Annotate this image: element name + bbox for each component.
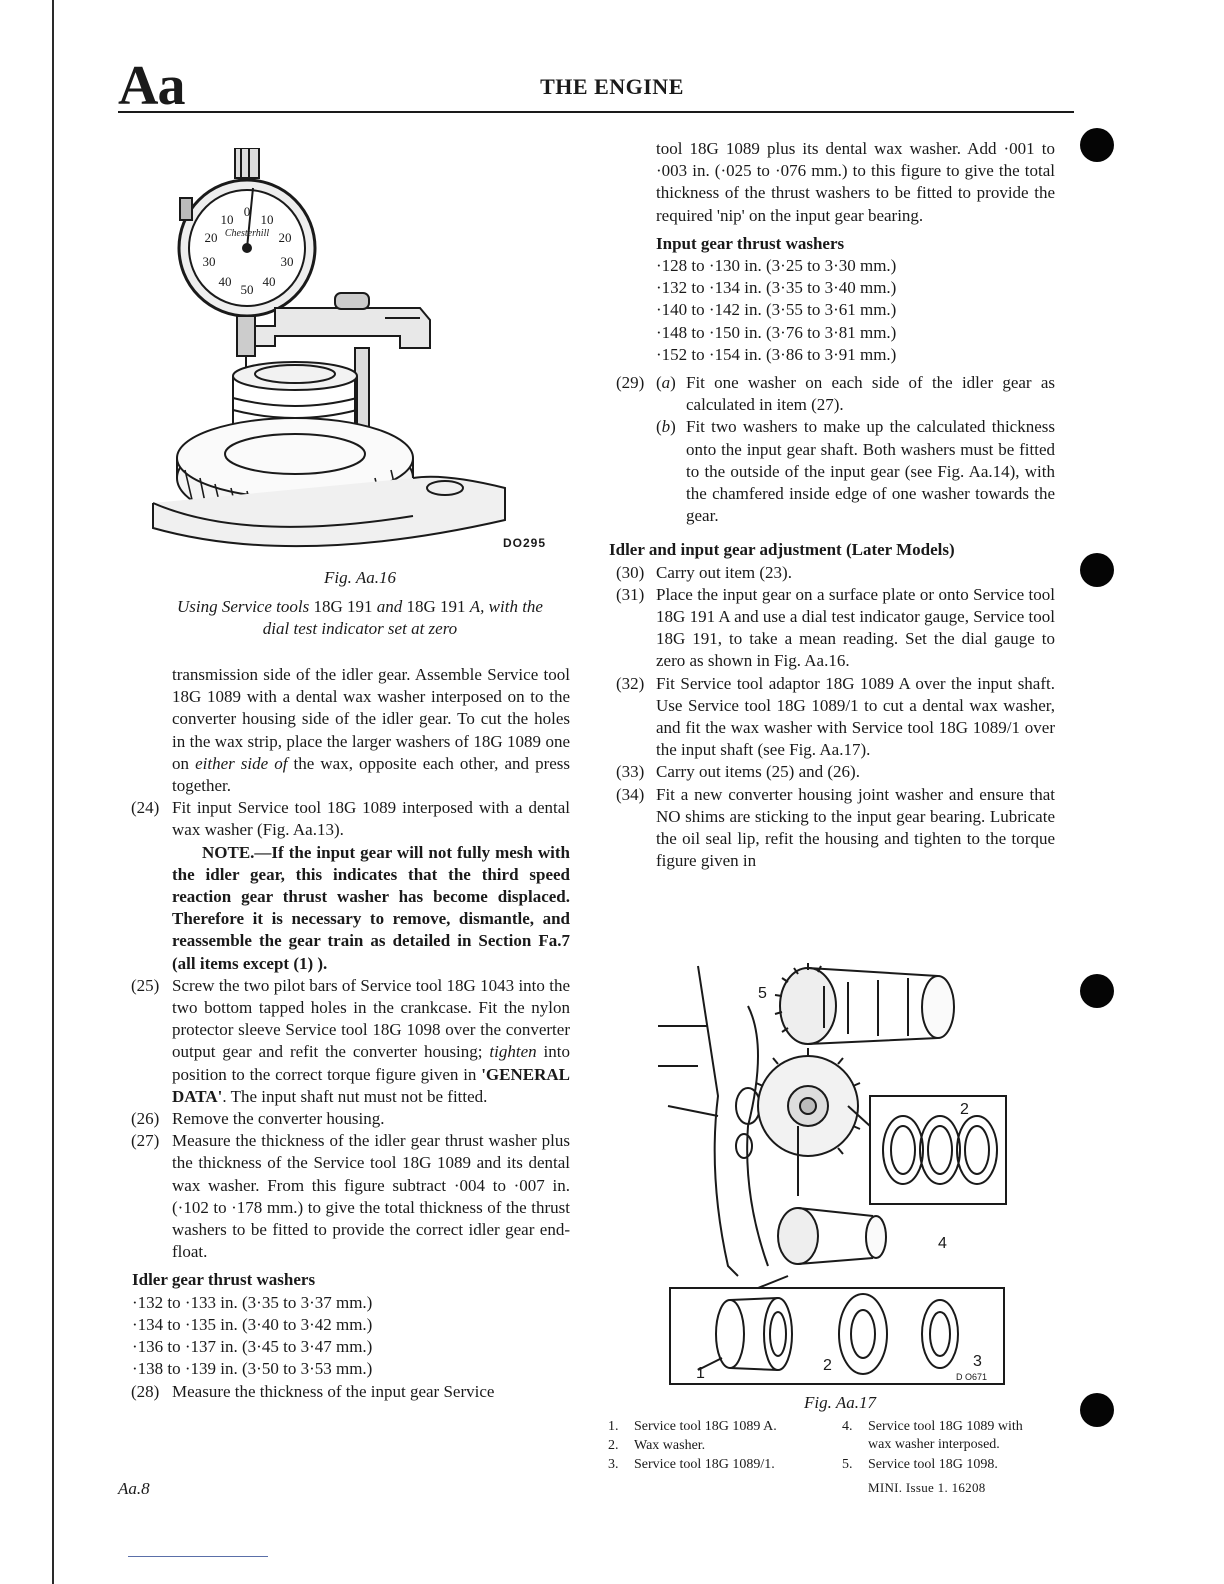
figure-16-caption xyxy=(130,596,590,640)
item-text: Measure the thickness of the idler gear thrust washer plus the thickness of the Service tool 18G 1089 and its dental wax washer. From this figure subtract ·004 to ·007 in. (·102 to ·178 mm.) to give the total thickness of the thrust washers to be fitted to provide the correct idler gear end-float. xyxy=(172,1131,570,1262)
dial-label-10-right: 10 xyxy=(260,212,274,227)
input-washer-row: ·140 to ·142 in. (3·55 to 3·61 mm.) xyxy=(656,300,897,320)
idler-washer-row: ·132 to ·133 in. (3·35 to 3·37 mm.) xyxy=(132,1292,373,1312)
legend-text: Service tool 18G 1098. xyxy=(868,1457,998,1472)
figure-17-title: Fig. Aa.17 xyxy=(804,1393,876,1412)
legend-text: wax washer interposed. xyxy=(868,1437,1000,1452)
legend-text: Service tool 18G 1089/1. xyxy=(634,1457,775,1472)
callout-2-lower: 2 xyxy=(823,1357,832,1374)
item-text: Measure the thickness of the input gear Service xyxy=(172,1381,495,1401)
caption-part: A xyxy=(469,597,481,616)
legend-number: 4. xyxy=(842,1419,853,1434)
section-mark: Aa xyxy=(118,55,185,117)
item-text: Carry out items (25) and (26). xyxy=(656,762,860,782)
dial-label-0: 0 xyxy=(243,204,251,219)
figure-16-code: DO295 xyxy=(503,536,547,550)
scan-artifact-line xyxy=(128,1556,268,1557)
continuation-paragraph xyxy=(132,664,570,797)
callout-3: 3 xyxy=(973,1353,982,1370)
legend-text: Service tool 18G 1089 A. xyxy=(634,1419,777,1434)
item-text: Screw the two pilot bars of Service tool 18G 1043 into the two bottom tapped holes in the crankcase. Fit the nylon protector sleeve Service tool 18G 1098 over the converter output gear and refit the converter housing; xyxy=(172,975,570,1062)
item-29 xyxy=(617,372,1055,527)
left-column xyxy=(132,664,570,1403)
item-text: Fit one washer on each side of the idler gear as calculated in item (27). xyxy=(686,373,1055,415)
text-part: transmission side of the idler gear. Assemble Service tool 18G 1089 with a dental wax washer interposed on to the converter housing side of the idler gear. To cut the holes in the wax strip, place the larger washers of 18G 1089 one on xyxy=(172,665,570,773)
item-31 xyxy=(617,584,1055,673)
item-28 xyxy=(132,1381,570,1403)
callout-2-upper: 2 xyxy=(960,1101,969,1118)
item-33 xyxy=(617,761,1055,783)
idler-washer-row: ·138 to ·139 in. (3·50 to 3·53 mm.) xyxy=(132,1359,373,1379)
dial-label-20-left: 20 xyxy=(204,230,218,245)
item-number: (28) xyxy=(131,1381,160,1401)
item-text: Fit input Service tool 18G 1089 interposed with a dental wax washer (Fig. Aa.13). xyxy=(172,798,570,840)
idler-washer-row: ·134 to ·135 in. (3·40 to 3·42 mm.) xyxy=(132,1314,373,1334)
input-washer-row: ·132 to ·134 in. (3·35 to 3·40 mm.) xyxy=(656,278,897,298)
item-34 xyxy=(617,784,1055,873)
later-models-heading: Idler and input gear adjustment (Later Models) xyxy=(609,540,955,560)
caption-part: and xyxy=(372,597,407,616)
callout-5: 5 xyxy=(758,985,767,1002)
dial-label-40-right: 40 xyxy=(262,274,276,289)
item-text: into position to the correct torque figure given in xyxy=(172,1042,570,1084)
item-25 xyxy=(132,975,570,1108)
item-text: . The input shaft nut must not be fitted. xyxy=(222,1086,488,1106)
item-text: Fit Service tool adaptor 18G 1089 A over the input shaft. Use Service tool 18G 1089/1 to cut a dental wax washer, and fit the wax washer with Service tool 18G 1089/1 over the input shaft (see Fig. Aa.17). xyxy=(656,673,1055,760)
legend-item xyxy=(842,1456,998,1474)
legend-number: 3. xyxy=(608,1457,619,1472)
dial-label-50: 50 xyxy=(240,282,254,297)
continuation-paragraph: tool 18G 1089 plus its dental wax washer. Add ·001 to ·003 in. (·025 to ·076 mm.) to this figure to give the total thickness of the thrust washers to be fitted to provide the required 'nip' on the input gear bearing. xyxy=(656,139,1055,225)
caption-part: dial test indicator set at zero xyxy=(262,619,458,638)
text-part-italic: either side of xyxy=(195,753,288,773)
legend-item xyxy=(608,1437,705,1455)
item-number: (33) xyxy=(616,762,645,782)
page-edge-line xyxy=(52,0,54,1584)
item-24 xyxy=(132,797,570,841)
item-text-italic: tighten xyxy=(489,1042,537,1062)
punch-hole-1 xyxy=(1080,128,1114,162)
item-27 xyxy=(132,1130,570,1263)
input-washers-heading: Input gear thrust washers xyxy=(656,233,845,253)
caption-part: Using Service tools xyxy=(177,597,314,616)
dial-label-10-left: 10 xyxy=(220,212,234,227)
item-29a: (a) Fit one washer on each side of the idler gear as calculated in item (27). xyxy=(656,373,1055,415)
text-part: the wax, opposite each other, and press together. xyxy=(172,753,571,796)
note-block: NOTE.—If the input gear will not fully mesh with the idler gear, this indicates that the third speed reaction gear thrust washer has become displaced. Therefore it is necessary to remove, dismantle, and reassemble the gear train as detailed in Section Fa.7 (all items except (1) ). xyxy=(172,842,570,973)
item-number: (32) xyxy=(616,673,645,693)
dial-label-20-right: 20 xyxy=(278,230,292,245)
item-text: Remove the converter housing. xyxy=(172,1109,385,1129)
item-text-bold: 'GENERAL DATA' xyxy=(172,1064,570,1106)
item-number: (25) xyxy=(131,975,160,995)
item-text: Fit two washers to make up the calculated thickness onto the input gear shaft. Both washers must be fitted to the outside of the input gear (see Fig. Aa.14), with the chamfered inside edge of one washer towards the gear. xyxy=(686,417,1055,526)
legend-number: 1. xyxy=(608,1419,619,1434)
figure-17-illustration xyxy=(648,946,1020,1388)
item-text: Place the input gear on a surface plate or onto Service tool 18G 191 A and use a dial test indicator gauge, Service tool 18G 191, to take a mean reading. Set the dial gauge to zero as shown in Fig. Aa.16. xyxy=(656,584,1055,671)
callout-1: 1 xyxy=(696,1365,705,1382)
item-text: Carry out item (23). xyxy=(656,562,792,582)
legend-item xyxy=(608,1456,775,1474)
legend-number: 5. xyxy=(842,1457,853,1472)
figure-17-code: D O671 xyxy=(956,1372,988,1382)
punch-hole-4 xyxy=(1080,1393,1114,1427)
item-number: (34) xyxy=(616,784,645,804)
dial-label-30-right: 30 xyxy=(280,254,294,269)
punch-hole-3 xyxy=(1080,974,1114,1008)
punch-hole-2 xyxy=(1080,553,1114,587)
caption-part: 18G 191 xyxy=(313,597,373,616)
dial-label-30-left: 30 xyxy=(202,254,216,269)
page-title: THE ENGINE xyxy=(540,74,684,99)
sub-label: a xyxy=(661,373,671,393)
header-rule xyxy=(118,111,1074,113)
item-30 xyxy=(617,562,1055,584)
callout-4: 4 xyxy=(938,1235,947,1252)
input-washer-row: ·128 to ·130 in. (3·25 to 3·30 mm.) xyxy=(656,256,897,276)
dial-label-40-left: 40 xyxy=(218,274,232,289)
item-number: (27) xyxy=(131,1131,160,1151)
item-number: (29) xyxy=(616,373,645,393)
idler-washer-row: ·136 to ·137 in. (3·45 to 3·47 mm.) xyxy=(132,1337,373,1357)
issue-info: MINI. Issue 1. 16208 xyxy=(868,1480,986,1495)
legend-item xyxy=(842,1418,1023,1454)
item-number: (26) xyxy=(131,1109,160,1129)
sub-label: b xyxy=(661,417,671,437)
legend-number: 2. xyxy=(608,1438,619,1453)
dial-brand: Chesterhill xyxy=(224,228,270,239)
item-26 xyxy=(132,1108,570,1130)
legend-text: Wax washer. xyxy=(634,1438,706,1453)
item-number: (31) xyxy=(616,584,645,604)
legend-item xyxy=(608,1418,777,1436)
item-29b: (b) Fit two washers to make up the calculated thickness onto the input gear shaft. Both washers must be fitted to the outside of the input gear (see Fig. Aa.14), with the chamfered inside edge of one washer towards the gear. xyxy=(656,417,1055,526)
caption-part: 18G 191 xyxy=(406,597,470,616)
figure-16-illustration xyxy=(145,148,555,560)
input-washer-row: ·148 to ·150 in. (3·76 to 3·81 mm.) xyxy=(656,322,897,342)
right-column xyxy=(609,138,1055,873)
item-number: (24) xyxy=(131,798,160,818)
spacer xyxy=(617,527,1055,539)
idler-washers-heading: Idler gear thrust washers xyxy=(132,1270,316,1290)
item-text: Fit a new converter housing joint washer and ensure that NO shims are sticking to the input gear bearing. Lubricate the oil seal lip, refit the housing and tighten to the torque figure given in xyxy=(656,784,1055,871)
item-number: (30) xyxy=(616,562,645,582)
item-32 xyxy=(617,673,1055,762)
figure-16-title: Fig. Aa.16 xyxy=(324,568,396,587)
page-number: Aa.8 xyxy=(118,1479,150,1498)
legend-text: Service tool 18G 1089 with xyxy=(868,1419,1023,1434)
caption-part: , with the xyxy=(480,597,543,616)
input-washer-row: ·152 to ·154 in. (3·86 to 3·91 mm.) xyxy=(656,344,897,364)
